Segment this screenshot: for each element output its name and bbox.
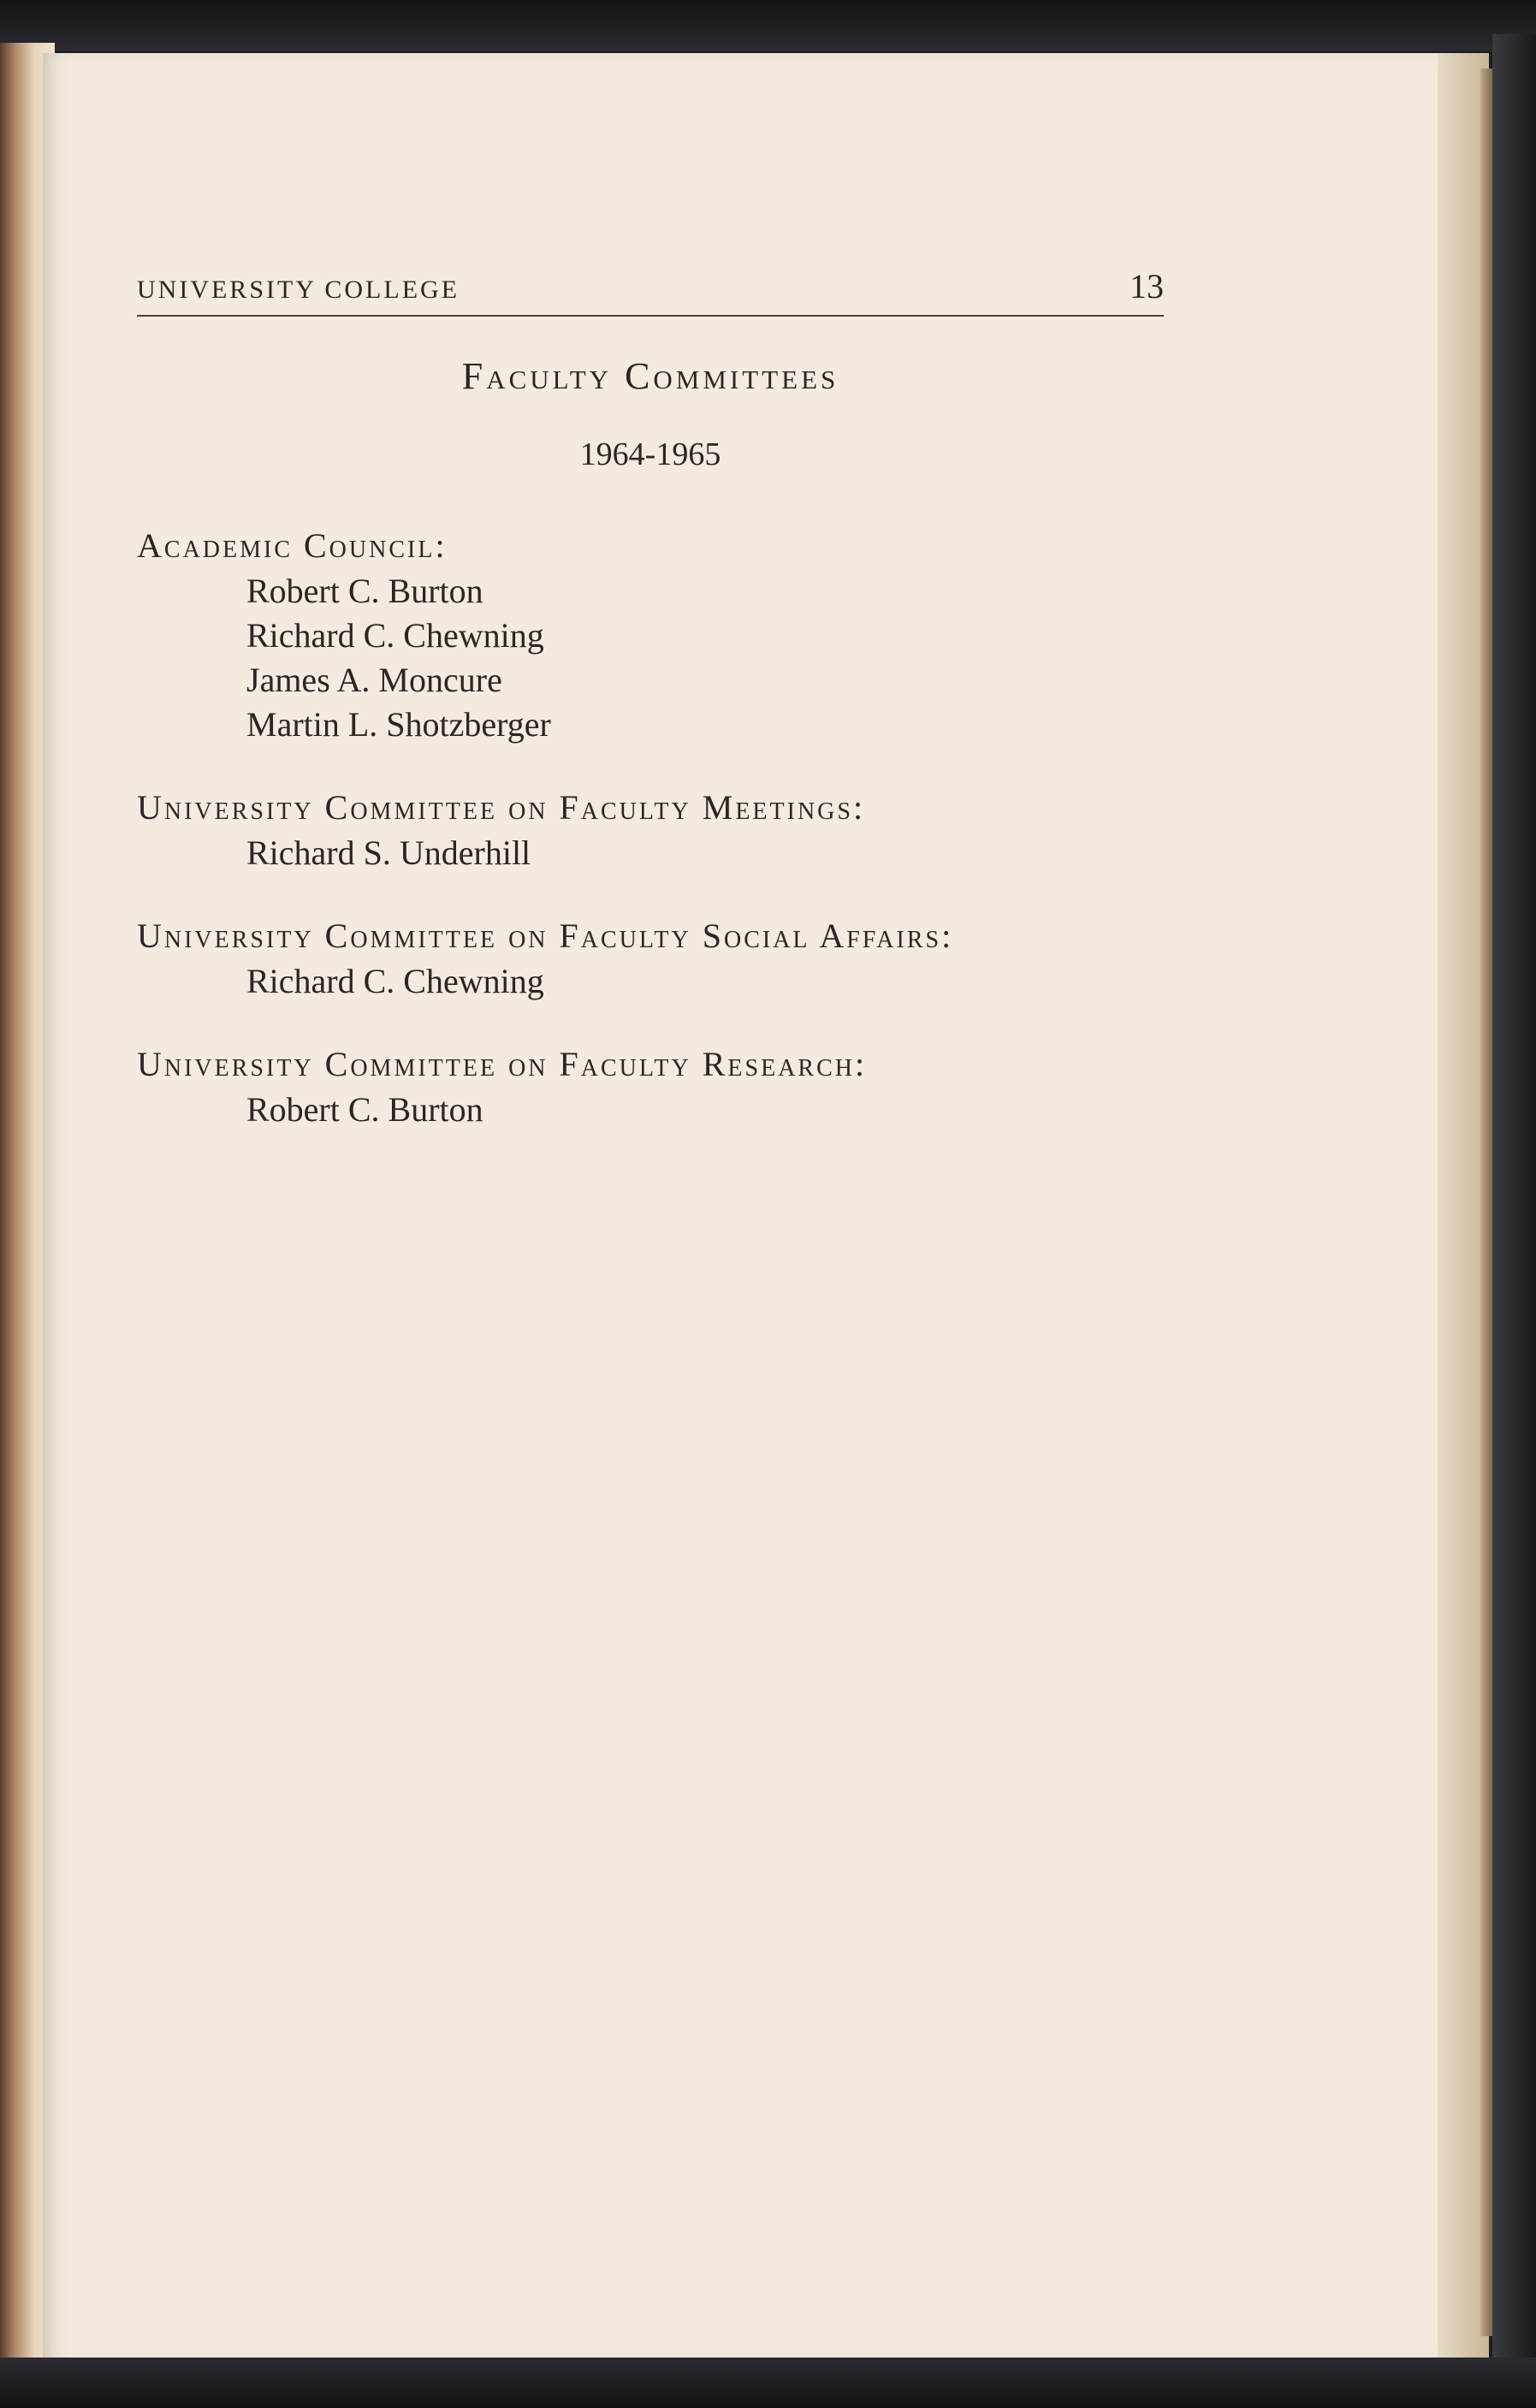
committee-member: Richard C. Chewning [246,616,544,655]
committee-member: Robert C. Burton [246,572,483,610]
committee-faculty-meetings [137,785,1164,875]
book-cover-right [1492,34,1536,2370]
committee-member: Richard C. Chewning [246,962,544,1000]
committee-heading: Academic Council: [137,526,448,565]
page-content [137,257,1164,1132]
page-stack-edge [1480,68,1492,2336]
committee-member: Richard S. Underhill [246,833,531,872]
committee-member: Martin L. Shotzberger [246,705,551,744]
committee-member: Robert C. Burton [246,1090,483,1129]
book-cover-bottom [0,2358,1536,2408]
committee-faculty-research [137,1041,1164,1132]
book-cover-top [0,0,1536,51]
committee-list [137,523,1164,1132]
committee-member: James A. Moncure [246,661,502,699]
page-title: Faculty Committees [461,355,839,397]
page-number: 13 [1130,267,1164,305]
committee-heading: University Committee on Faculty Research: [137,1045,868,1083]
committee-heading: University Committee on Faculty Meetings: [137,788,866,827]
academic-years: 1964-1965 [579,436,721,472]
running-head [137,257,1164,317]
running-title: UNIVERSITY COLLEGE [137,276,460,304]
committee-heading: University Committee on Faculty Social Affairs: [137,916,954,955]
committee-faculty-social-affairs [137,913,1164,1004]
committee-academic-council [137,523,1164,747]
